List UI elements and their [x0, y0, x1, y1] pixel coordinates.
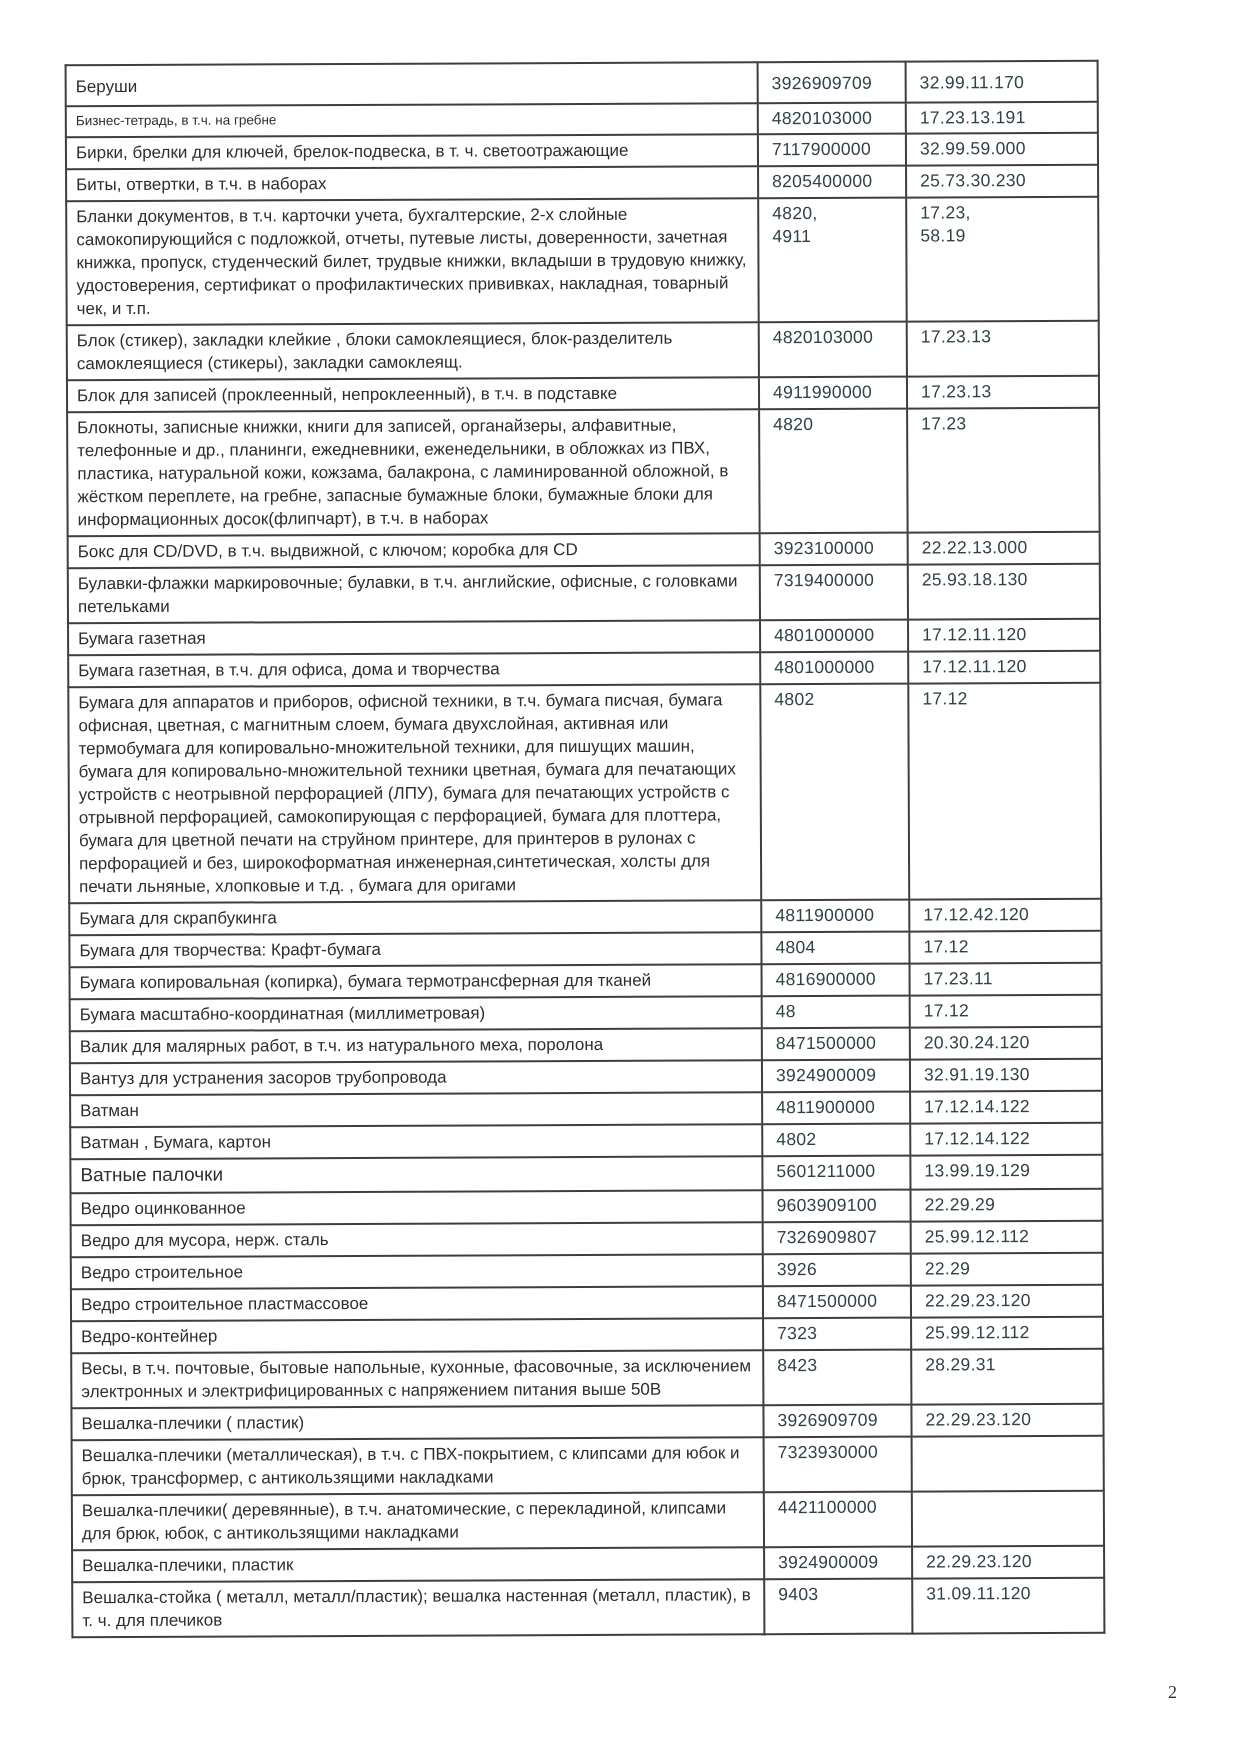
product-name-cell: Бумага копировальная (копирка), бумага термотрансферная для тканей — [70, 964, 762, 999]
table-row — [70, 1123, 1102, 1160]
table-row — [70, 1027, 1102, 1064]
okpd2-code-cell: 17.12.11.120 — [908, 619, 1100, 652]
okpd2-code-cell: 17.12.42.120 — [909, 899, 1101, 932]
tnved-code-cell: 4911990000 — [759, 377, 907, 410]
table-row — [71, 1285, 1103, 1322]
tnved-code-cell: 8471500000 — [762, 1028, 910, 1061]
table-row — [72, 1546, 1104, 1583]
product-name-cell: Вешалка-плечики (металлическая), в т.ч. с ПВХ-покрытием, с клипсами для юбок и брюк, трансформер, с антикользящими накладками — [72, 1437, 764, 1495]
tnved-code-cell: 4801000000 — [760, 620, 908, 653]
tnved-code-cell: 9403 — [764, 1579, 912, 1635]
product-name-cell: Бумага газетная — [68, 620, 760, 655]
okpd2-code-cell: 17.23, 58.19 — [906, 197, 1099, 322]
product-name-cell: Валик для малярных работ, в т.ч. из натурального меха, поролона — [70, 1028, 762, 1063]
okpd2-code-cell: 25.99.12.112 — [911, 1221, 1103, 1254]
product-name-cell: Бумага для творчества: Крафт-бумага — [69, 932, 761, 967]
table-row — [70, 1059, 1102, 1096]
product-name-cell: Бумага газетная, в т.ч. для офиса, дома и творчества — [68, 652, 760, 687]
okpd2-code-cell: 22.22.13.000 — [908, 532, 1100, 565]
table-row — [70, 1155, 1102, 1194]
okpd2-code-cell: 25.93.18.130 — [908, 564, 1100, 620]
tnved-code-cell: 3926909709 — [758, 62, 906, 104]
okpd2-code-cell: 32.99.59.000 — [906, 133, 1098, 166]
product-name-cell: Бланки документов, в т.ч. карточки учета, бухгалтерские, 2-х слойные самокопирующийся с подложкой, отчеты, путевые листы, доверенности, зачетная книжка, пропуск, студенческий билет, трудвые книжки, вкладыши в трудовую книжку, удостоверения, сертификат о профилактических прививках, накладная, товарный чек, и т.п. — [66, 198, 759, 325]
product-name-cell: Биты, отвертки, в т.ч. в наборах — [66, 166, 758, 201]
tnved-code-cell: 4820, 4911 — [758, 198, 907, 323]
okpd2-code-cell: 32.99.11.170 — [906, 61, 1098, 103]
product-name-cell: Булавки-флажки маркировочные; булавки, в т.ч. английские, офисные, с головками петельками — [68, 565, 760, 623]
okpd2-code-cell: 31.09.11.120 — [912, 1578, 1104, 1634]
okpd2-code-cell: 17.12 — [908, 683, 1101, 900]
product-name-cell: Бирки, брелки для ключей, брелок-подвеска, в т. ч. светоотражающие — [66, 134, 758, 169]
tnved-code-cell: 5601211000 — [762, 1156, 910, 1191]
table-row — [68, 619, 1100, 656]
tnved-code-cell: 4802 — [762, 1124, 910, 1157]
tnved-code-cell: 8423 — [763, 1350, 911, 1406]
product-codes-table — [65, 60, 1106, 1638]
tnved-code-cell: 4816900000 — [762, 964, 910, 997]
okpd2-code-cell: 17.12.14.122 — [910, 1123, 1102, 1156]
okpd2-code-cell: 17.23.13 — [907, 376, 1099, 409]
tnved-code-cell: 4820 — [759, 409, 908, 534]
product-name-cell: Ватман — [70, 1092, 762, 1127]
table-row — [71, 1317, 1103, 1354]
table-row — [67, 376, 1099, 413]
table-row — [71, 1404, 1103, 1441]
okpd2-code-cell: 17.12.14.122 — [910, 1091, 1102, 1124]
table-row — [66, 61, 1098, 107]
product-name-cell: Ватные палочки — [70, 1156, 762, 1193]
table-row — [70, 1091, 1102, 1128]
table-row — [68, 683, 1101, 904]
okpd2-code-cell: 17.23 — [907, 408, 1100, 533]
product-name-cell: Бумага для аппаратов и приборов, офисной техники, в т.ч. бумага писчая, бумага офисная, цветная, с магнитным слоем, бумага двухслойная, активная или термобумага для копировально-множительной техники, для пишущих машин, бумага для копировально-множительной техники цветная, бумага для печатающих устройств с неотрывной перфорацией (ЛПУ), бумага для печатающих устройств с отрывной перфорацией, самокопирующая с перфорацией, бумага для плоттера, бумага для цветной печати на струйном принтере, для принтеров в рулонах с перфорацией и без, широкоформатная инженерная,синтетическая, холсты для печати льняные, хлопковые и т.д. , бумага для оригами — [68, 684, 761, 903]
product-name-cell: Блок для записей (проклеенный, непроклеенный), в т.ч. в подставке — [67, 377, 759, 412]
tnved-code-cell: 4820103000 — [758, 103, 906, 135]
okpd2-code-cell: 22.29.29 — [910, 1189, 1102, 1222]
okpd2-code-cell: 25.99.12.112 — [911, 1317, 1103, 1350]
product-name-cell: Беруши — [66, 62, 758, 106]
product-name-cell: Ведро для мусора, нерж. сталь — [71, 1222, 763, 1257]
tnved-code-cell: 3923100000 — [760, 533, 908, 566]
okpd2-code-cell: 17.12 — [909, 931, 1101, 964]
table-row — [67, 321, 1099, 381]
tnved-code-cell: 3926 — [763, 1254, 911, 1287]
table-row — [70, 995, 1102, 1032]
tnved-code-cell: 8205400000 — [758, 166, 906, 199]
okpd2-code-cell: 25.73.30.230 — [906, 165, 1098, 198]
okpd2-code-cell: 22.29.23.120 — [911, 1404, 1103, 1437]
tnved-code-cell: 4801000000 — [760, 652, 908, 685]
table-row — [68, 564, 1100, 624]
page-number: 2 — [1168, 1682, 1177, 1702]
table-row — [71, 1253, 1103, 1290]
okpd2-code-cell: 17.23.13 — [907, 321, 1099, 377]
tnved-code-cell: 3926909709 — [763, 1405, 911, 1438]
table-row — [72, 1578, 1104, 1638]
table-row — [70, 963, 1102, 1000]
product-name-cell: Бокс для CD/DVD, в т.ч. выдвижной, с ключом; коробка для CD — [68, 533, 760, 568]
table-row — [66, 197, 1099, 326]
tnved-code-cell: 9603909100 — [762, 1190, 910, 1223]
table-row — [69, 931, 1101, 968]
product-name-cell: Бумага для скрапбукинга — [69, 900, 761, 935]
tnved-code-cell: 7323930000 — [764, 1437, 912, 1493]
table-row — [68, 532, 1100, 569]
product-name-cell: Вешалка-плечики, пластик — [72, 1547, 764, 1582]
product-name-cell: Бизнес-тетрадь, в т.ч. на гребне — [66, 103, 758, 137]
okpd2-code-cell — [912, 1436, 1104, 1492]
okpd2-code-cell — [912, 1491, 1104, 1547]
okpd2-code-cell: 17.23.11 — [910, 963, 1102, 996]
tnved-code-cell: 7326909807 — [763, 1222, 911, 1255]
okpd2-code-cell: 13.99.19.129 — [910, 1155, 1102, 1190]
table-row — [69, 899, 1101, 936]
table-row — [66, 102, 1098, 138]
tnved-code-cell: 3924900009 — [762, 1060, 910, 1093]
tnved-code-cell: 4421100000 — [764, 1492, 912, 1548]
table-row — [67, 408, 1100, 537]
product-name-cell: Весы, в т.ч. почтовые, бытовые напольные, кухонные, фасовочные, за исключением электронных и электрифицированных с напряжением питания выше 50В — [71, 1350, 763, 1408]
table-row — [72, 1436, 1104, 1496]
okpd2-code-cell: 22.29.23.120 — [912, 1546, 1104, 1579]
tnved-code-cell: 4802 — [760, 684, 909, 901]
table-row — [72, 1491, 1104, 1551]
okpd2-code-cell: 22.29.23.120 — [911, 1285, 1103, 1318]
okpd2-code-cell: 28.29.31 — [911, 1349, 1103, 1405]
product-name-cell: Вантуз для устранения засоров трубопровода — [70, 1060, 762, 1095]
okpd2-code-cell: 20.30.24.120 — [910, 1027, 1102, 1060]
product-codes-table-wrap — [65, 60, 1104, 1638]
tnved-code-cell: 7319400000 — [760, 565, 908, 621]
product-name-cell: Вешалка-плечики( деревянные), в т.ч. анатомические, с перекладиной, клипсами для брюк, юбок, с антикользящими накладками — [72, 1492, 764, 1550]
tnved-code-cell: 4811900000 — [761, 900, 909, 933]
product-name-cell: Вешалка-стойка ( металл, металл/пластик); вешалка настенная (металл, пластик), в т. ч. для плечиков — [72, 1579, 764, 1637]
okpd2-code-cell: 17.12.11.120 — [908, 651, 1100, 684]
table-row — [71, 1221, 1103, 1258]
product-name-cell: Ведро строительное — [71, 1254, 763, 1289]
product-name-cell: Блок (стикер), закладки клейкие , блоки самоклеящиеся, блок-разделитель самоклеящиеся (стикеры), закладки самоклеящ. — [67, 322, 759, 380]
tnved-code-cell: 4811900000 — [762, 1092, 910, 1125]
product-name-cell: Ведро строительное пластмассовое — [71, 1286, 763, 1321]
product-name-cell: Блокноты, записные книжки, книги для записей, органайзеры, алфавитные, телефонные и др., планинги, ежедневники, еженедельники, в обложках из ПВХ, пластика, натуральной кожи, кожзама, балакрона, с ламинированной обложной, в жёстком переплете, на гребне, запасные бумажные блоки, бумажные блоки для информационных досок(флипчарт), в т.ч. в наборах — [67, 409, 760, 536]
table-row — [66, 165, 1098, 202]
product-name-cell: Бумага масштабно-координатная (миллиметровая) — [70, 996, 762, 1031]
okpd2-code-cell: 17.12 — [910, 995, 1102, 1028]
product-name-cell: Ведро оцинкованное — [70, 1190, 762, 1225]
tnved-code-cell: 4804 — [761, 932, 909, 965]
tnved-code-cell: 48 — [762, 996, 910, 1029]
product-name-cell: Ватман , Бумага, картон — [70, 1124, 762, 1159]
tnved-code-cell: 8471500000 — [763, 1286, 911, 1319]
table-row — [66, 133, 1098, 170]
tnved-code-cell: 7117900000 — [758, 134, 906, 167]
okpd2-code-cell: 32.91.19.130 — [910, 1059, 1102, 1092]
okpd2-code-cell: 22.29 — [911, 1253, 1103, 1286]
tnved-code-cell: 3924900009 — [764, 1547, 912, 1580]
table-row — [70, 1189, 1102, 1226]
table-row — [68, 651, 1100, 688]
table-row — [71, 1349, 1103, 1409]
product-name-cell: Ведро-контейнер — [71, 1318, 763, 1353]
product-name-cell: Вешалка-плечики ( пластик) — [71, 1405, 763, 1440]
okpd2-code-cell: 17.23.13.191 — [906, 102, 1098, 134]
tnved-code-cell: 7323 — [763, 1318, 911, 1351]
tnved-code-cell: 4820103000 — [759, 322, 907, 378]
